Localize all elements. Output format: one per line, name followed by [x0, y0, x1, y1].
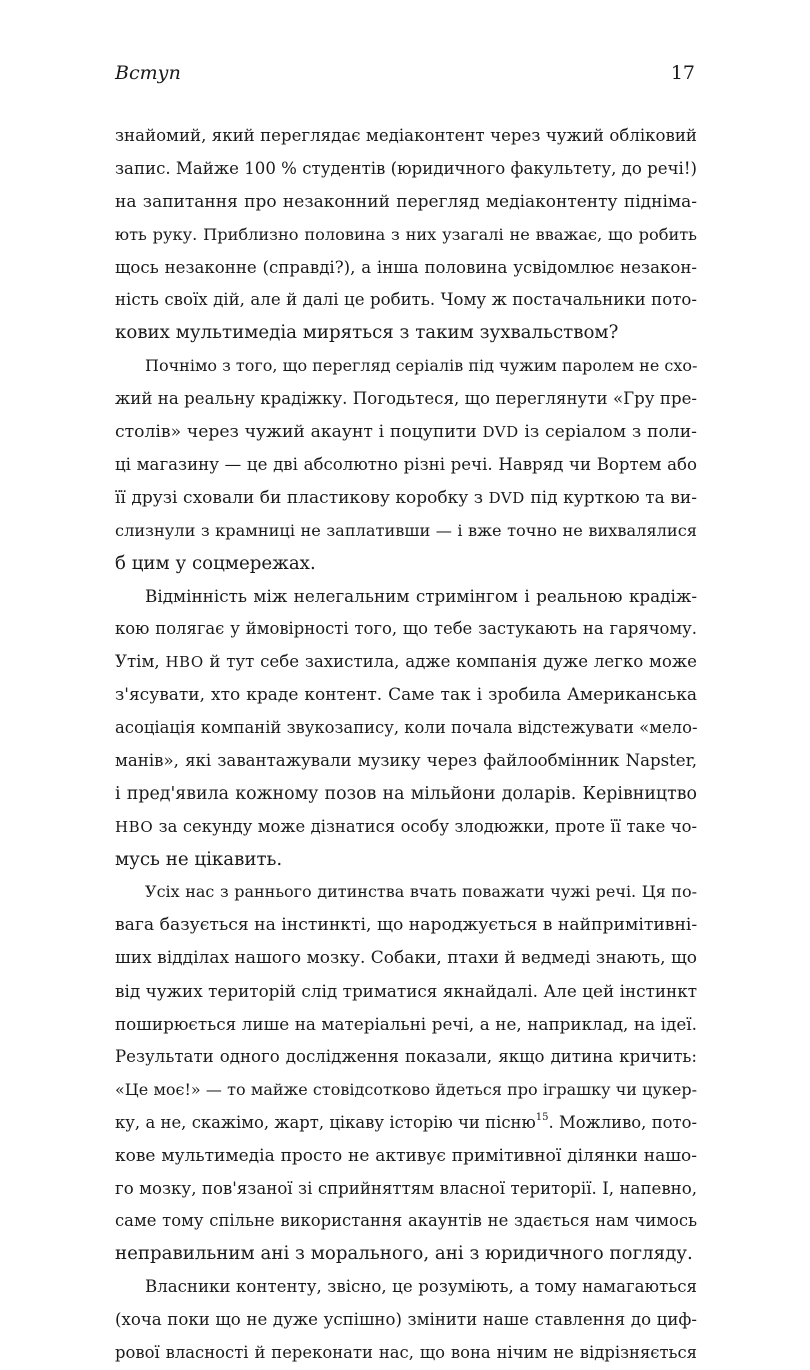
text-line: знайомий, який переглядає медіаконтент через чужий обліковий — [115, 126, 697, 145]
text-line: рової власності й переконати нас, що вона нічим не відрізняється — [115, 1342, 697, 1362]
text-line — [115, 1107, 697, 1140]
text-line: Почнімо з того, що перегляд серіалів під чужим паролем не схо- — [145, 356, 698, 376]
text-line: столів» через чужий акаунт і поцупити DVD із серіалом з поли- — [115, 422, 697, 443]
text-line: мусь не цікавить. — [115, 848, 283, 870]
text-line: вага базується на інстинкті, що народжується в найпримітивні- — [115, 915, 698, 936]
text-line: на запитання про незаконний перегляд медіаконтенту підніма- — [115, 191, 697, 212]
text-line: HBO за секунду може дізнатися особу злодюжки, проте її таке чо- — [115, 816, 697, 836]
running-title: Вступ — [115, 62, 181, 84]
text-line: ших відділах нашого мозку. Собаки, птахи й ведмеді знають, що — [115, 948, 697, 969]
text-line: б цим у соцмережах. — [115, 552, 316, 574]
text-line: від чужих територій слід триматися якнайдалі. Але цей інстинкт — [115, 981, 697, 1002]
text-line: манів», які завантажували музику через файлообмінник Napster, — [115, 750, 697, 770]
page-header — [115, 62, 695, 84]
text-line: (хоча поки що не дуже успішно) змінити наше ставлення до циф- — [115, 1310, 697, 1330]
text-line: жий на реальну крадіжку. Погодьтеся, що переглянути «Гру пре- — [115, 389, 697, 409]
text-line: асоціація компаній звукозапису, коли почала відстежувати «мело- — [115, 718, 698, 738]
text-line: неправильним ані з морального, ані з юридичного погляду. — [115, 1243, 693, 1265]
text-line: Утім, HBO й тут себе захистила, адже компанія дуже легко може — [115, 652, 697, 672]
paragraph — [115, 580, 697, 876]
page-number: 17 — [670, 62, 695, 84]
text-line: ці магазину — це дві абсолютно різні речі. Навряд чи Вортем або — [115, 454, 697, 474]
text-line: кових мультимедіа миряться з таким зухвальством? — [115, 322, 619, 344]
paragraph — [115, 1271, 697, 1370]
text-line: щось незаконне (справді?), а інша половина усвідомлює незакон- — [115, 257, 697, 277]
paragraph — [115, 350, 697, 580]
text-line: го мозку, пов'язаної зі сприйняттям власної території. І, напевно, — [115, 1178, 697, 1198]
paragraph — [115, 120, 697, 350]
text-line: Усіх нас з раннього дитинства вчать поважати чужі речі. Ця по- — [145, 882, 697, 902]
text-line: Результати одного дослідження показали, якщо дитина кричить: — [115, 1046, 697, 1066]
text-line-part: . Можливо, пото- — [548, 1112, 697, 1132]
text-line: ють руку. Приблизно половина з них узагалі не вважає, що робить — [115, 224, 697, 244]
text-line: з'ясувати, хто краде контент. Саме так і зробила Американська — [115, 685, 697, 706]
text-line: і пред'явила кожному позов на мільйони доларів. Керівництво — [115, 783, 697, 804]
text-line: кою полягає у ймовірності того, що тебе застукають на гарячому. — [115, 619, 697, 639]
body-text — [115, 120, 697, 1370]
text-line: Власники контенту, звісно, це розуміють, а тому намагаються — [145, 1277, 697, 1297]
text-line: ність своїх дій, але й далі це робить. Чому ж постачальники пото- — [115, 290, 697, 310]
footnote-reference[interactable]: 15 — [535, 1111, 549, 1123]
text-line: поширюється лише на матеріальні речі, а не, наприклад, на ідеї. — [115, 1014, 697, 1035]
text-line-part: ку, а не, скажімо, жарт, цікаву історію чи пісню — [115, 1112, 536, 1132]
text-line: саме тому спільне використання акаунтів не здається нам чимось — [115, 1211, 697, 1231]
text-line: «Це моє!» — то майже стовідсотково йдеться про іграшку чи цукер- — [115, 1079, 697, 1099]
text-line: кове мультимедіа просто не активує примітивної ділянки нашо- — [115, 1145, 697, 1166]
paragraph — [115, 876, 697, 1271]
text-line: слизнули з крамниці не заплативши — і вже точно не вихвалялися — [115, 520, 697, 540]
text-line: Відмінність між нелегальним стримінгом і реальною крадіж- — [145, 586, 697, 607]
text-line: запис. Майже 100 % студентів (юридичного факультету, до речі!) — [115, 158, 697, 178]
text-line: її друзі сховали би пластикову коробку з DVD під курткою та ви- — [115, 487, 697, 508]
